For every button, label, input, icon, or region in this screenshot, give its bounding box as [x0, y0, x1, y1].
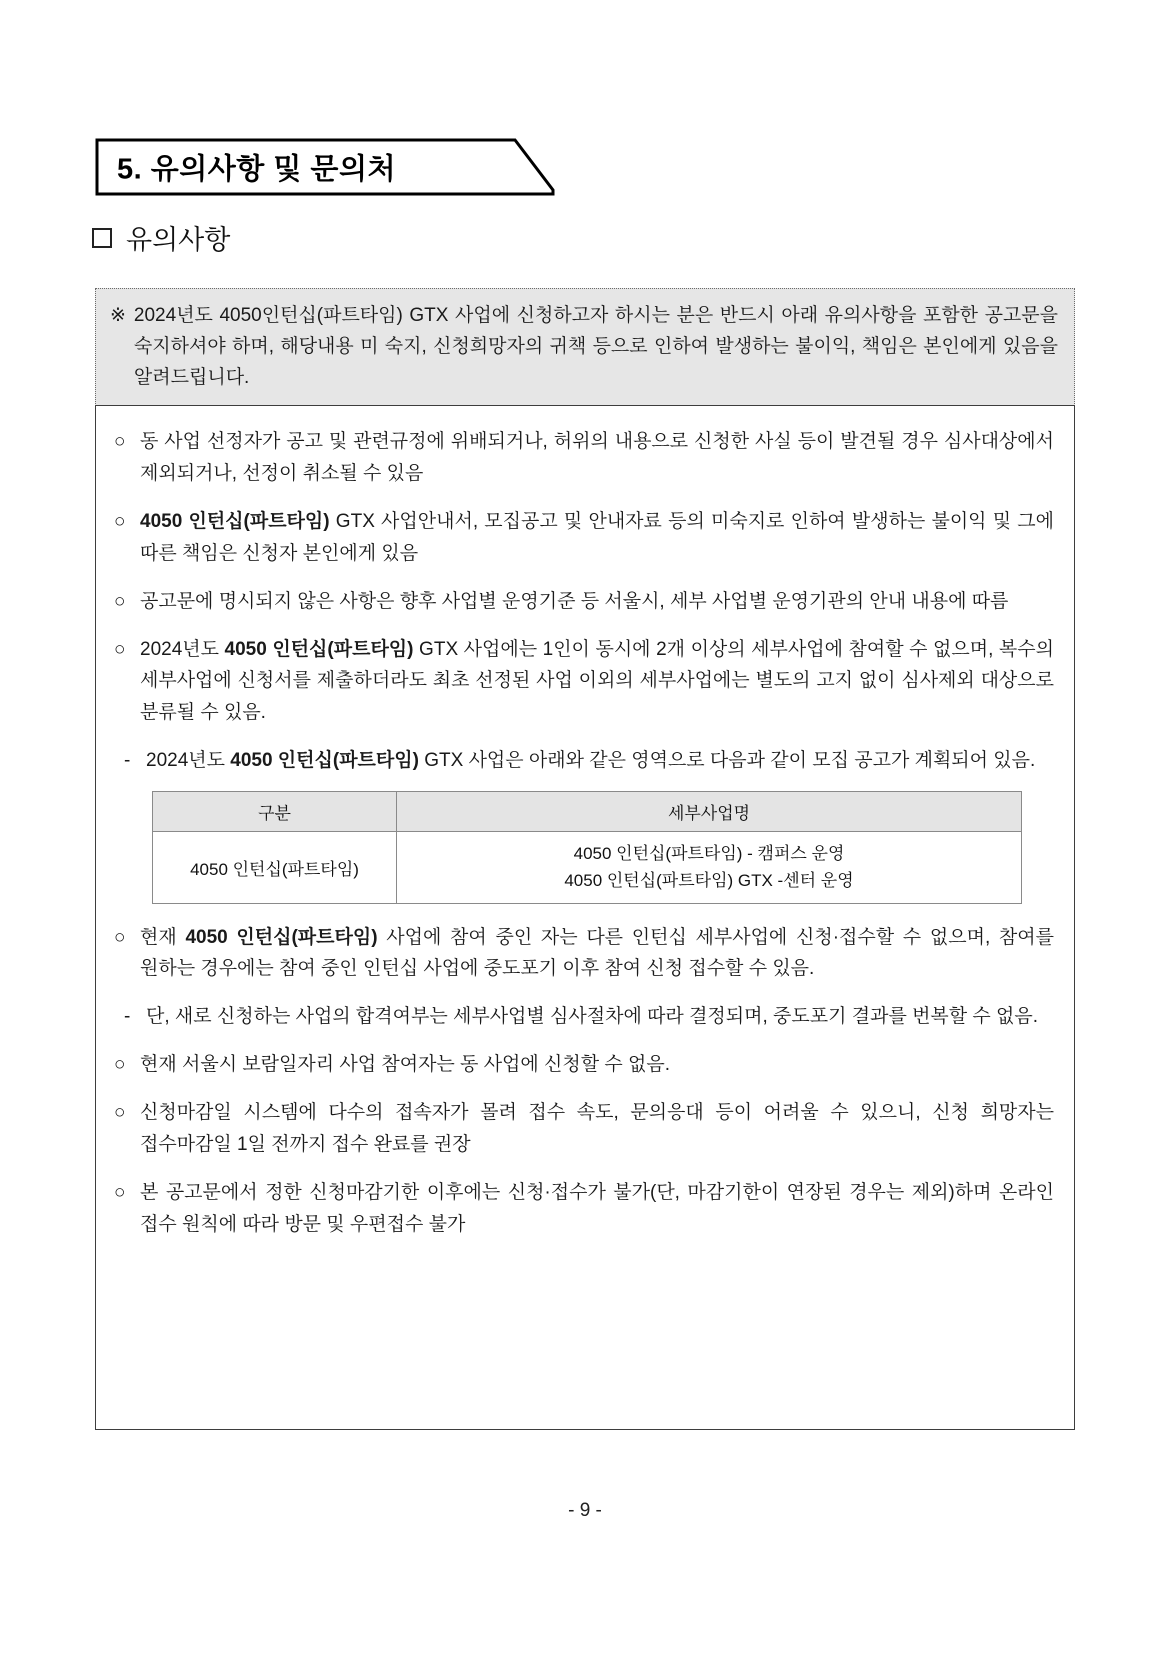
list-item-body: 사업에 참여 중인 자는 다른 인턴십 세부사업에 신청·접수할 수 없으며, 참여를 원하는 경우에는 참여 중인 인턴십 사업에 중도포기 이후 참여 신청 접수할 수 있음. [140, 926, 1054, 980]
list-item-prefix: 2024년도 [146, 750, 231, 772]
list-item [114, 1001, 1056, 1033]
list-item-body: GTX 사업안내서, 모집공고 및 안내자료 등의 미숙지로 인하여 발생하는 불이익 및 그에 따른 책임은 신청자 본인에게 있음 [140, 510, 1054, 564]
circle-bullet-icon: ○ [114, 1102, 126, 1124]
dash-bullet-icon: - [124, 1006, 131, 1028]
list-item-text: 동 사업 선정자가 공고 및 관련규정에 위배되거나, 허위의 내용으로 신청한 사실 등이 발견될 경우 심사대상에서 제외되거나, 선정이 취소될 수 있음 [140, 431, 1054, 484]
list-item-text [146, 745, 1056, 777]
list-item-body: GTX 사업에는 1인이 동시에 2개 이상의 세부사업에 참여할 수 없으며, 복수의 세부사업에 신청서를 제출하더라도 최초 선정된 사업 이외의 세부사업에는 별도의 고지 없이 심사제외 대상으로 분류될 수 있음. [140, 638, 1054, 724]
notice-box [95, 288, 1075, 408]
list-item-prefix: 현재 [140, 926, 186, 948]
page-number: - 9 - [568, 1500, 602, 1521]
list-item [114, 634, 1056, 730]
list-item [114, 1049, 1056, 1081]
list-item [114, 586, 1056, 618]
table-cell-program-line: 4050 인턴십(파트타임) GTX -센터 운영 [564, 871, 854, 891]
list-item-text: 공고문에 명시되지 않은 사항은 향후 사업별 운영기준 등 서울시, 세부 사업별 운영기관의 안내 내용에 따름 [140, 590, 1009, 612]
list-item-emphasis: 4050 인턴십(파트타임) [224, 638, 414, 660]
circle-bullet-icon: ○ [114, 638, 126, 660]
list-item-text: 단, 새로 신청하는 사업의 합격여부는 세부사업별 심사절차에 따라 결정되며, 중도포기 결과를 번복할 수 없음. [146, 1006, 1039, 1028]
circle-bullet-icon: ○ [114, 926, 126, 948]
list-item-text: 현재 서울시 보람일자리 사업 참여자는 동 사업에 신청할 수 없음. [140, 1054, 670, 1076]
reference-mark-icon: ※ [110, 305, 126, 326]
list-item-text: 신청마감일 시스템에 다수의 접속자가 몰려 접수 속도, 문의응대 등이 어려울 수 있으니, 신청 희망자는 접수마감일 1일 전까지 접수 완료를 권장 [140, 1102, 1054, 1156]
section-banner [95, 138, 555, 196]
notes-content-box [95, 405, 1075, 1430]
subheading [92, 218, 230, 257]
list-item-text [140, 634, 1056, 730]
list-item-emphasis: 4050 인턴십(파트타임) [185, 926, 378, 948]
list-item-emphasis: 4050 인턴십(파트타임) [140, 510, 330, 532]
list-item [114, 922, 1056, 986]
list-item [114, 1177, 1056, 1241]
subprogram-table [152, 791, 1022, 903]
circle-bullet-icon: ○ [114, 590, 126, 612]
circle-bullet-icon: ○ [114, 1054, 126, 1076]
square-bullet-icon [92, 228, 112, 248]
circle-bullet-icon: ○ [114, 510, 126, 532]
circle-bullet-icon: ○ [114, 431, 126, 452]
table-header-row [153, 792, 1022, 832]
table-header-program: 세부사업명 [397, 792, 1022, 832]
subprogram-table-wrapper [152, 791, 1022, 903]
subheading-label: 유의사항 [126, 225, 231, 255]
list-item-text [140, 922, 1056, 986]
list-item-body: GTX 사업은 아래와 같은 영역으로 다음과 같이 모집 공고가 계획되어 있음. [418, 750, 1036, 772]
table-cell-category: 4050 인턴십(파트타임) [153, 832, 397, 903]
table-cell-programs [397, 832, 1022, 903]
dash-bullet-icon: - [124, 750, 131, 772]
page-footer [0, 1500, 1170, 1522]
list-item [114, 426, 1056, 490]
list-item [114, 506, 1056, 570]
list-item-prefix: 2024년도 [140, 638, 225, 660]
table-row [153, 832, 1022, 903]
list-item [114, 745, 1056, 777]
circle-bullet-icon: ○ [114, 1181, 126, 1203]
notice-text: 2024년도 4050인턴십(파트타임) GTX 사업에 신청하고자 하시는 분은 반드시 아래 유의사항을 포함한 공고문을 숙지하셔야 하며, 해당내용 미 숙지, 신청희망자의 귀책 등으로 인하여 발생하는 불이익, 책임은 본인에게 있음을 알려드립니다. [133, 305, 1058, 388]
table-header-category: 구분 [153, 792, 397, 832]
table-cell-program-line: 4050 인턴십(파트타임) - 캠퍼스 운영 [573, 844, 845, 864]
page-title: 5. 유의사항 및 문의처 [117, 153, 396, 186]
list-item-text [140, 506, 1056, 570]
list-item [114, 1097, 1056, 1161]
list-item-text: 본 공고문에서 정한 신청마감기한 이후에는 신청·접수가 불가(단, 마감기한이 연장된 경우는 제외)하며 온라인 접수 원칙에 따라 방문 및 우편접수 불가 [140, 1181, 1054, 1235]
list-item-emphasis: 4050 인턴십(파트타임) [230, 750, 419, 772]
